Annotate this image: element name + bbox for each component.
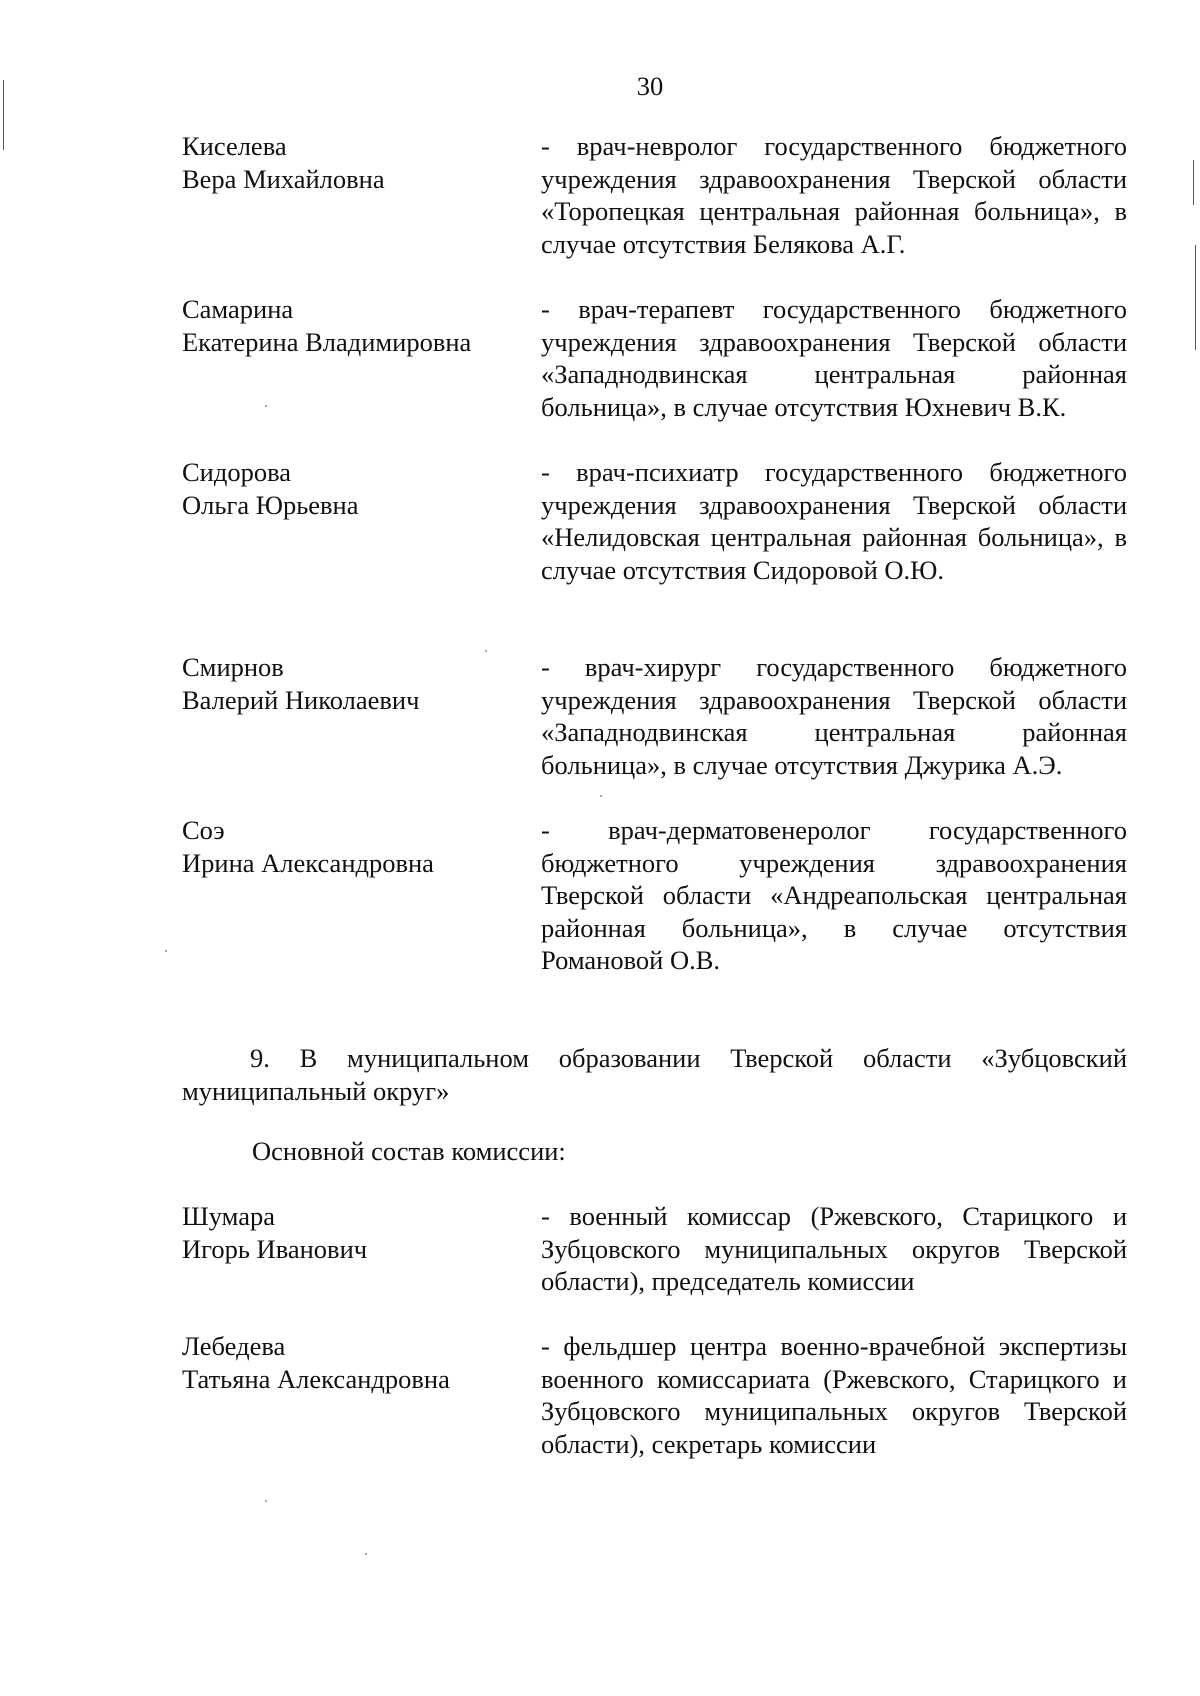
member-given-names: Игорь Иванович	[182, 1233, 368, 1264]
member-name	[182, 1330, 522, 1395]
member-surname: Шумара	[182, 1201, 275, 1231]
scan-edge-line	[1193, 160, 1194, 205]
member-given-names: Ольга Юрьевна	[182, 489, 359, 520]
scan-speck	[600, 795, 602, 797]
scan-speck	[365, 1553, 367, 1555]
member-name	[182, 293, 522, 358]
member-position: - военный комиссар (Ржевского, Старицкого и Зубцовского муниципальных округов Тверской области), председатель комиссии	[541, 1201, 1127, 1296]
scan-speck	[265, 1500, 267, 1502]
section-paragraph: 9. В муниципальном образовании Тверской области «Зубцовский муниципальный округ»	[182, 1043, 1127, 1106]
member-name	[182, 456, 522, 521]
member-position: - фельдшер центра военно-врачебной экспертизы военного комиссариата (Ржевского, Старицкого и Зубцовского муниципальных округов Тверской области), секретарь комиссии	[541, 1331, 1127, 1459]
member-given-names: Екатерина Владимировна	[182, 326, 472, 357]
scan-edge-line	[1195, 245, 1196, 350]
member-position: - врач-хирург государственного бюджетного учреждения здравоохранения Тверской области «Западнодвинская центральная районная больница», в случае отсутствия Джурика А.Э.	[541, 652, 1127, 780]
member-given-names: Татьяна Александровна	[182, 1363, 450, 1394]
member-surname: Соэ	[182, 815, 225, 845]
member-given-names: Вера Михайловна	[182, 163, 385, 194]
scan-speck	[265, 405, 267, 407]
member-name	[182, 130, 522, 195]
member-name	[182, 651, 522, 716]
member-surname: Самарина	[182, 294, 294, 324]
member-given-names: Ирина Александровна	[182, 847, 434, 878]
member-name	[182, 814, 522, 879]
section-heading: Основной состав комиссии:	[252, 1136, 566, 1166]
member-surname: Киселева	[182, 131, 287, 161]
member-surname: Лебедева	[182, 1331, 286, 1361]
member-name	[182, 1200, 522, 1265]
member-position: - врач-дерматовенеролог государственного бюджетного учреждения здравоохранения Тверской области «Андреапольская центральная районная больница», в случае отсутствия Романовой О.В.	[541, 815, 1127, 975]
member-given-names: Валерий Николаевич	[182, 684, 420, 715]
page-number: 30	[636, 71, 664, 101]
member-position: - врач-психиатр государственного бюджетного учреждения здравоохранения Тверской области «Нелидовская центральная районная больница», в случае отсутствия Сидоровой О.Ю.	[541, 457, 1127, 585]
member-surname: Сидорова	[182, 457, 292, 487]
scan-speck	[165, 950, 167, 952]
member-position: - врач-терапевт государственного бюджетного учреждения здравоохранения Тверской области «Западнодвинская центральная районная больница», в случае отсутствия Юхневич В.К.	[541, 294, 1127, 422]
member-surname: Смирнов	[182, 652, 284, 682]
member-position: - врач-невролог государственного бюджетного учреждения здравоохранения Тверской области «Торопецкая центральная районная больница», в случае отсутствия Белякова А.Г.	[541, 131, 1127, 259]
